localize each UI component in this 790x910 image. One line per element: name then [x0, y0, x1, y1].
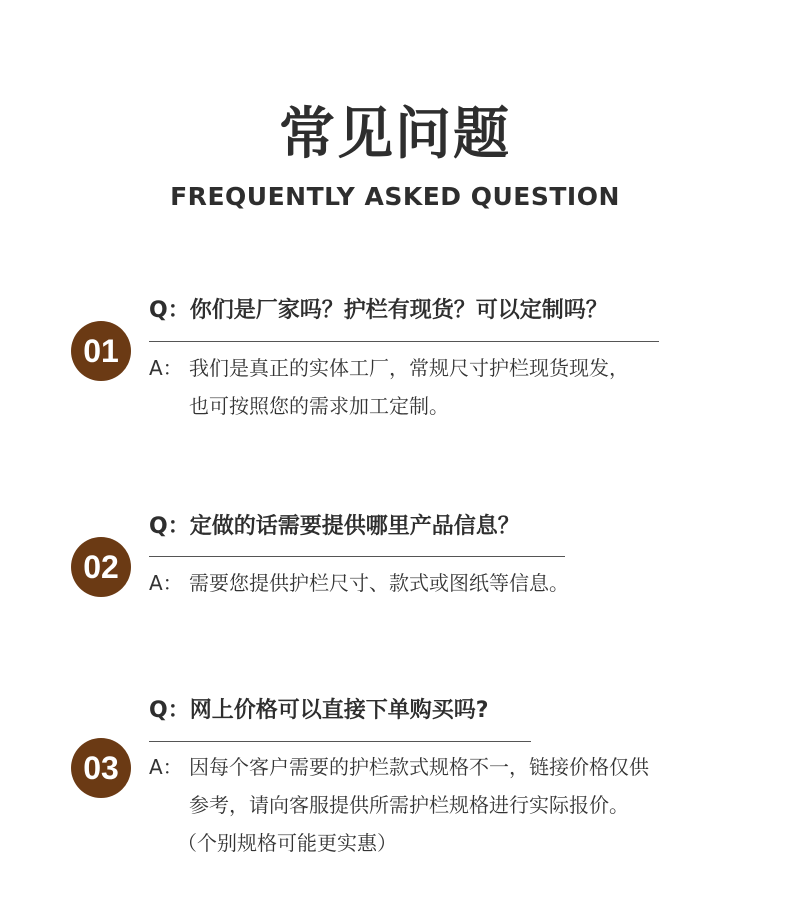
faq-1-answer-line-2: 也可按照您的需求加工定制。 — [189, 394, 449, 418]
faq-3-question: Q：网上价格可以直接下单购买吗? — [149, 698, 489, 723]
faq-1-divider — [149, 341, 659, 342]
faq-3-divider — [149, 741, 531, 742]
faq-1-number-badge: 01 — [71, 321, 131, 381]
faq-1-answer — [149, 349, 629, 425]
faq-2-answer-line-1: 需要您提供护栏尺寸、款式或图纸等信息。 — [189, 571, 569, 595]
faq-2-number-badge: 02 — [71, 537, 131, 597]
faq-3-number-badge: 03 — [71, 738, 131, 798]
page-title: 常见问题 — [279, 102, 511, 167]
faq-3-answer-line-1: 因每个客户需要的护栏款式规格不一，链接价格仅供 — [189, 755, 649, 779]
faq-2-question: Q：定做的话需要提供哪里产品信息？ — [149, 514, 520, 539]
faq-3-answer-note: （个别规格可能更实惠） — [177, 831, 397, 855]
faq-2-divider — [149, 556, 565, 557]
page-subtitle: FREQUENTLY ASKED QUESTION — [170, 182, 620, 211]
answer-prefix: A： — [149, 356, 183, 380]
faq-2-answer — [149, 564, 569, 602]
answer-prefix: A： — [149, 755, 183, 779]
faq-3-answer-line-2: 参考，请向客服提供所需护栏规格进行实际报价。 — [189, 793, 629, 817]
faq-1-question: Q：你们是厂家吗？护栏有现货？可以定制吗？ — [149, 298, 608, 323]
answer-prefix: A： — [149, 571, 183, 595]
faq-1-answer-line-1: 我们是真正的实体工厂，常规尺寸护栏现货现发， — [189, 356, 629, 380]
faq-3-answer — [149, 748, 649, 862]
